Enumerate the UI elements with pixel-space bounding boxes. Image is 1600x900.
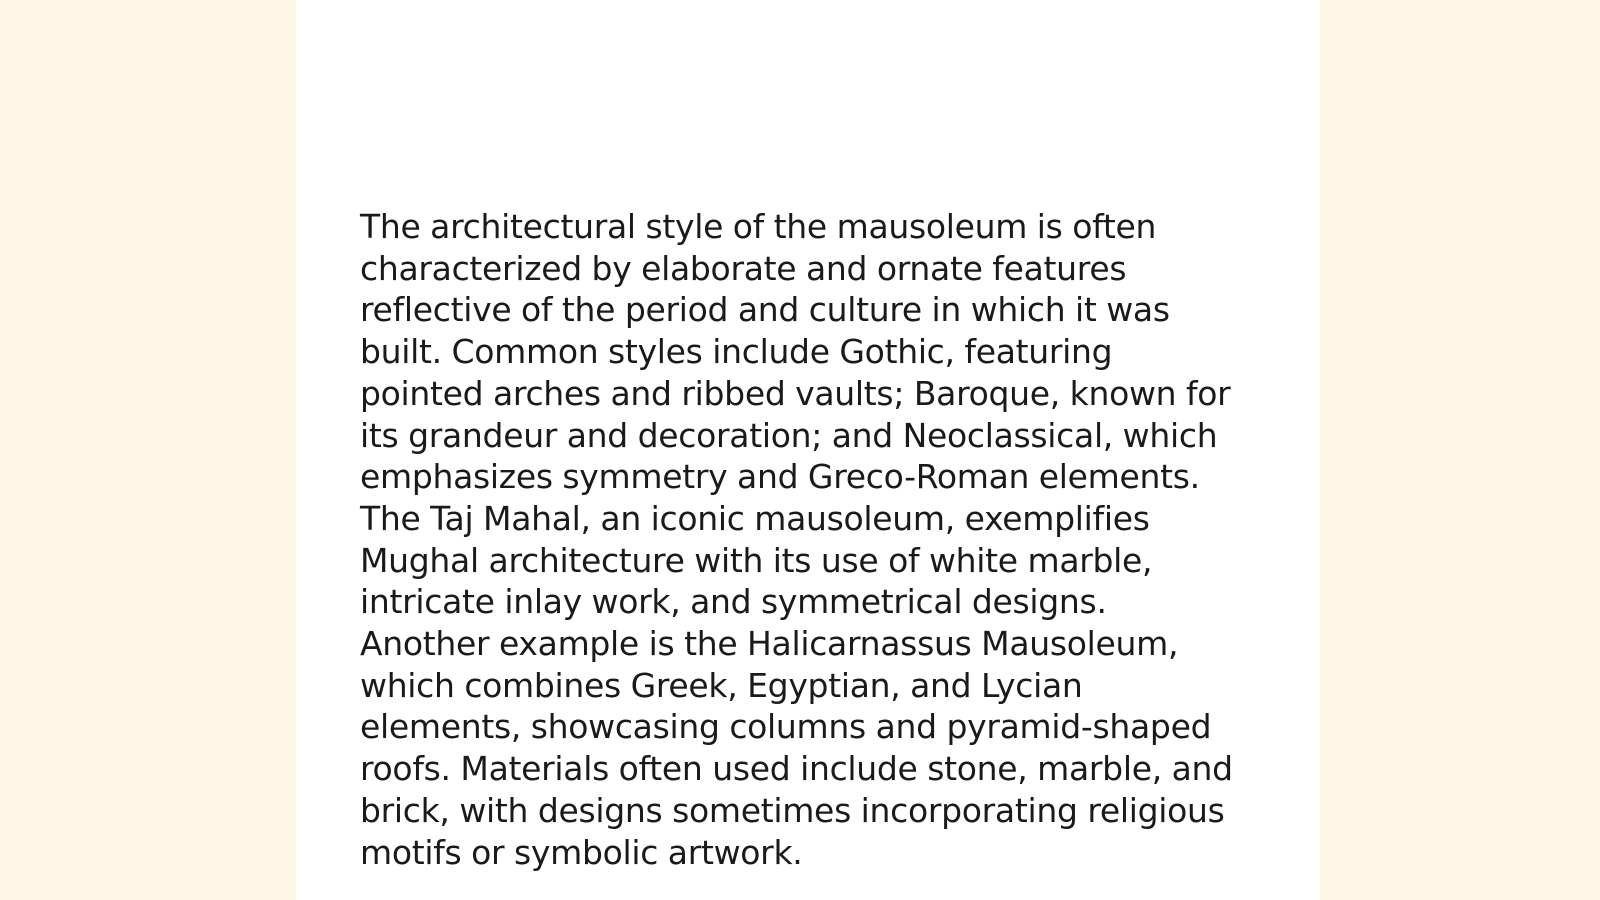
paragraph-line: characterized by elaborate and ornate features (360, 248, 1127, 288)
paragraph-line: Mughal architecture with its use of white marble, (360, 540, 1153, 580)
paragraph-line: intricate inlay work, and symmetrical designs. (360, 582, 1107, 622)
paragraph-line: Another example is the Halicarnassus Mausoleum, (360, 624, 1179, 664)
paragraph-line: elements, showcasing columns and pyramid-shaped (360, 707, 1212, 747)
paragraph-line: The Taj Mahal, an iconic mausoleum, exemplifies (360, 498, 1150, 538)
paragraph-line: emphasizes symmetry and Greco-Roman elements. (360, 457, 1200, 497)
paragraph-line: The architectural style of the mausoleum is often (360, 207, 1157, 246)
document-page (296, 0, 1320, 900)
paragraph-line: motifs or symbolic artwork. (360, 832, 803, 872)
paragraph-line: built. Common styles include Gothic, featuring (360, 332, 1113, 372)
paragraph-line: brick, with designs sometimes incorporating religious (360, 790, 1225, 830)
paragraph-line: reflective of the period and culture in which it was (360, 290, 1170, 330)
body-paragraph (360, 206, 1260, 873)
paragraph-line: its grandeur and decoration; and Neoclassical, which (360, 415, 1218, 455)
paragraph-line: roofs. Materials often used include stone, marble, and (360, 749, 1233, 789)
paragraph-line: which combines Greek, Egyptian, and Lycian (360, 665, 1083, 705)
paragraph-line: pointed arches and ribbed vaults; Baroque, known for (360, 373, 1231, 413)
